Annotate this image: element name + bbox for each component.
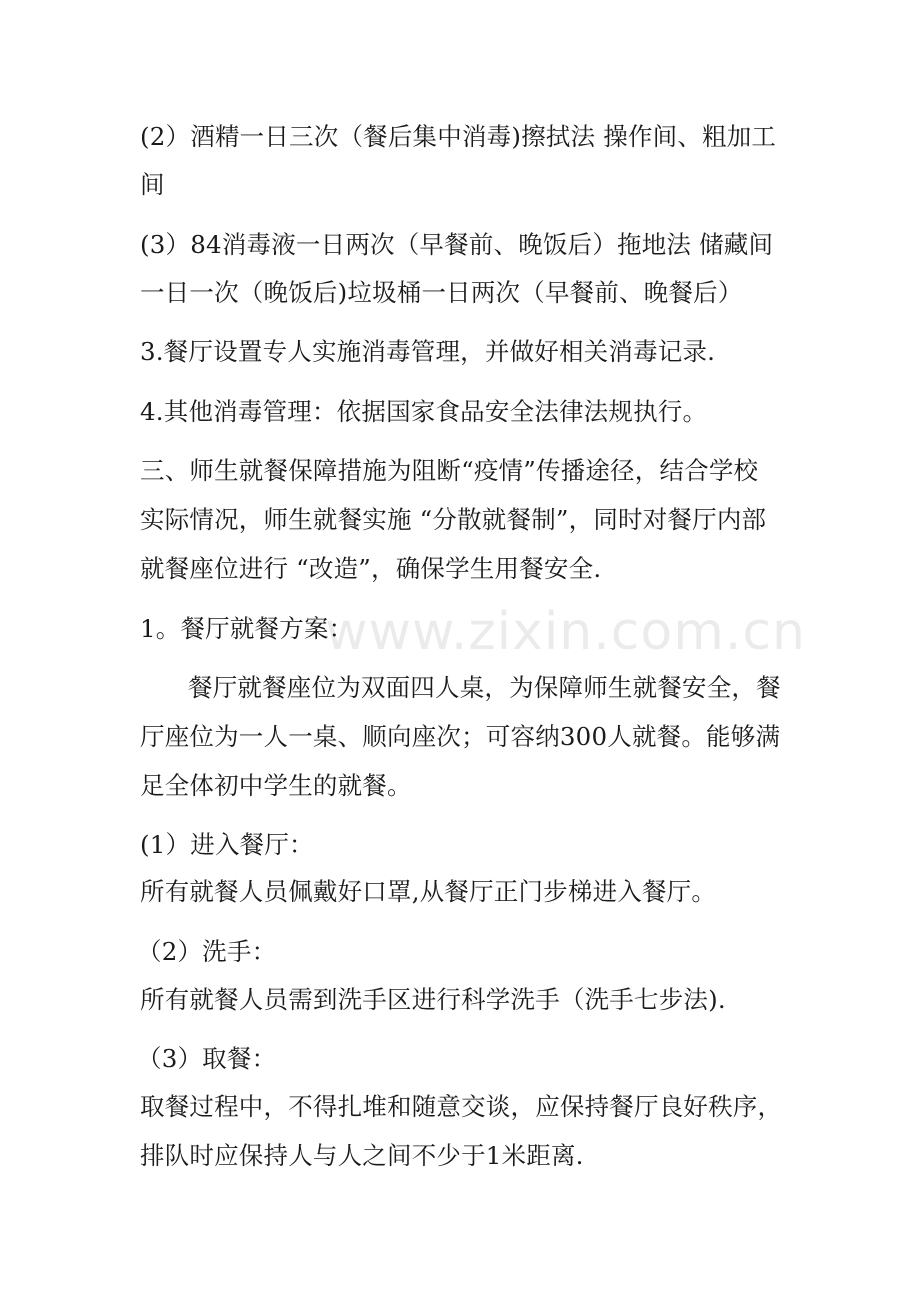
step-heading-take-meal: （3）取餐：	[137, 1044, 277, 1073]
text-line-section-three-3: 就餐座位进行 “改造”，确保学生用餐安全.	[140, 554, 602, 583]
step-text-enter: 所有就餐人员佩戴好口罩,从餐厅正门步梯进入餐厅。	[140, 877, 717, 906]
paragraph-seating-2: 厅座位为一人一桌、顺向座次；可容纳300人就餐。能够满	[140, 722, 781, 751]
text-line-item-4: 4.其他消毒管理：依据国家食品安全法律法规执行。	[140, 397, 708, 426]
step-heading-wash: （2）洗手：	[137, 937, 277, 966]
step-text-take-meal-2: 排队时应保持人与人之间不少于1米距离.	[140, 1141, 584, 1170]
watermark-text: www.zixin.com.cn	[325, 602, 806, 662]
step-text-take-meal-1: 取餐过程中，不得扎堆和随意交谈，应保持餐厅良好秩序，	[140, 1092, 783, 1121]
text-line-section-three-2: 实际情况，师生就餐实施 “分散就餐制”，同时对餐厅内部	[140, 505, 767, 534]
paragraph-seating-3: 足全体初中学生的就餐。	[140, 771, 412, 800]
text-line-item-3: 3.餐厅设置专人实施消毒管理，并做好相关消毒记录.	[140, 337, 716, 366]
section-heading-three: 三、师生就餐保障措施为阻断“疫情”传播途径，结合学校	[140, 456, 759, 485]
text-line-storage: 一日一次（晚饭后)垃圾桶一日两次（早餐前、晚餐后）	[140, 278, 743, 307]
step-heading-enter: (1）进入餐厅：	[140, 830, 314, 859]
text-line-sodium-alcohol: (2）酒精一日三次（餐后集中消毒)擦拭法 操作间、粗加工	[140, 122, 777, 151]
text-line-84-disinfectant: (3）84消毒液一日两次（早餐前、晚饭后）拖地法 储藏间	[140, 230, 774, 259]
step-text-wash: 所有就餐人员需到洗手区进行科学洗手（洗手七步法).	[140, 985, 726, 1014]
text-line-continuation: 间	[140, 170, 165, 199]
subheading-dining-plan: 1。餐厅就餐方案：	[140, 614, 354, 643]
paragraph-seating-1: 餐厅就餐座位为双面四人桌，为保障师生就餐安全，餐	[188, 673, 781, 702]
